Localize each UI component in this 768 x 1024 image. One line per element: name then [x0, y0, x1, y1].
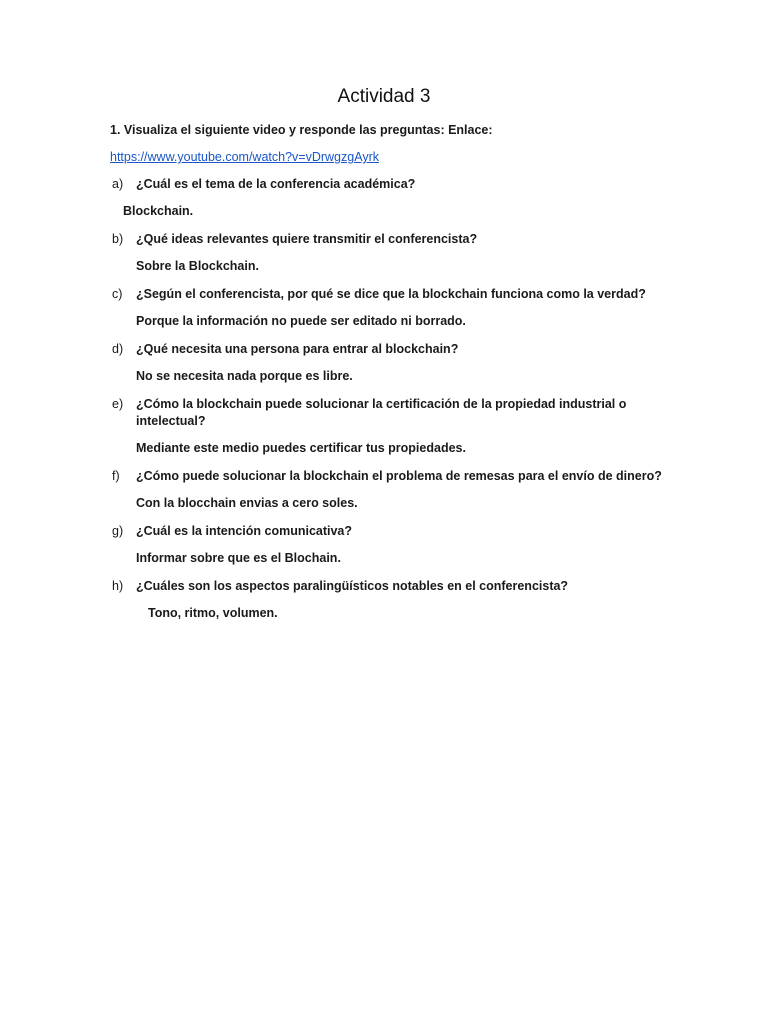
video-link[interactable]: https://www.youtube.com/watch?v=vDrwgzgAyrk	[110, 150, 379, 164]
question-d	[110, 341, 670, 358]
question-text: ¿Qué necesita una persona para entrar al blockchain?	[136, 342, 459, 356]
intro-instruction: 1. Visualiza el siguiente video y responde las preguntas: Enlace:	[110, 123, 493, 137]
question-letter: a)	[112, 177, 124, 191]
question-text: ¿Según el conferencista, por qué se dice que la blockchain funciona como la verdad?	[136, 287, 646, 301]
question-text: ¿Cómo la blockchain puede solucionar la certificación de la propiedad industrial o intelectual?	[136, 397, 627, 428]
answer-e: Mediante este medio puedes certificar tus propiedades.	[136, 441, 466, 455]
question-letter: d)	[112, 342, 124, 356]
question-e	[110, 396, 630, 430]
question-h	[110, 578, 670, 595]
document-title: Actividad 3	[337, 86, 431, 107]
question-letter: c)	[112, 287, 123, 301]
answer-g: Informar sobre que es el Blochain.	[136, 551, 341, 565]
question-text: ¿Cuál es el tema de la conferencia académica?	[136, 177, 416, 191]
question-text: ¿Qué ideas relevantes quiere transmitir el conferencista?	[136, 232, 478, 246]
answer-f: Con la blocchain envias a cero soles.	[136, 496, 358, 510]
question-b	[110, 231, 670, 248]
question-f	[110, 468, 670, 485]
question-letter: g)	[112, 524, 124, 538]
answer-h: Tono, ritmo, volumen.	[148, 606, 278, 620]
question-c	[110, 286, 670, 303]
answer-b: Sobre la Blockchain.	[136, 259, 259, 273]
question-text: ¿Cuál es la intención comunicativa?	[136, 524, 353, 538]
question-text: ¿Cuáles son los aspectos paralingüísticos notables en el conferencista?	[136, 579, 569, 593]
question-a	[110, 176, 670, 193]
answer-d: No se necesita nada porque es libre.	[136, 369, 353, 383]
question-letter: h)	[112, 579, 124, 593]
question-g	[110, 523, 670, 540]
question-letter: b)	[112, 232, 124, 246]
answer-a: Blockchain.	[123, 204, 194, 218]
answer-c: Porque la información no puede ser editado ni borrado.	[136, 314, 466, 328]
question-text: ¿Cómo puede solucionar la blockchain el problema de remesas para el envío de dinero?	[136, 469, 662, 483]
question-letter: f)	[112, 469, 120, 483]
question-letter: e)	[112, 397, 124, 411]
